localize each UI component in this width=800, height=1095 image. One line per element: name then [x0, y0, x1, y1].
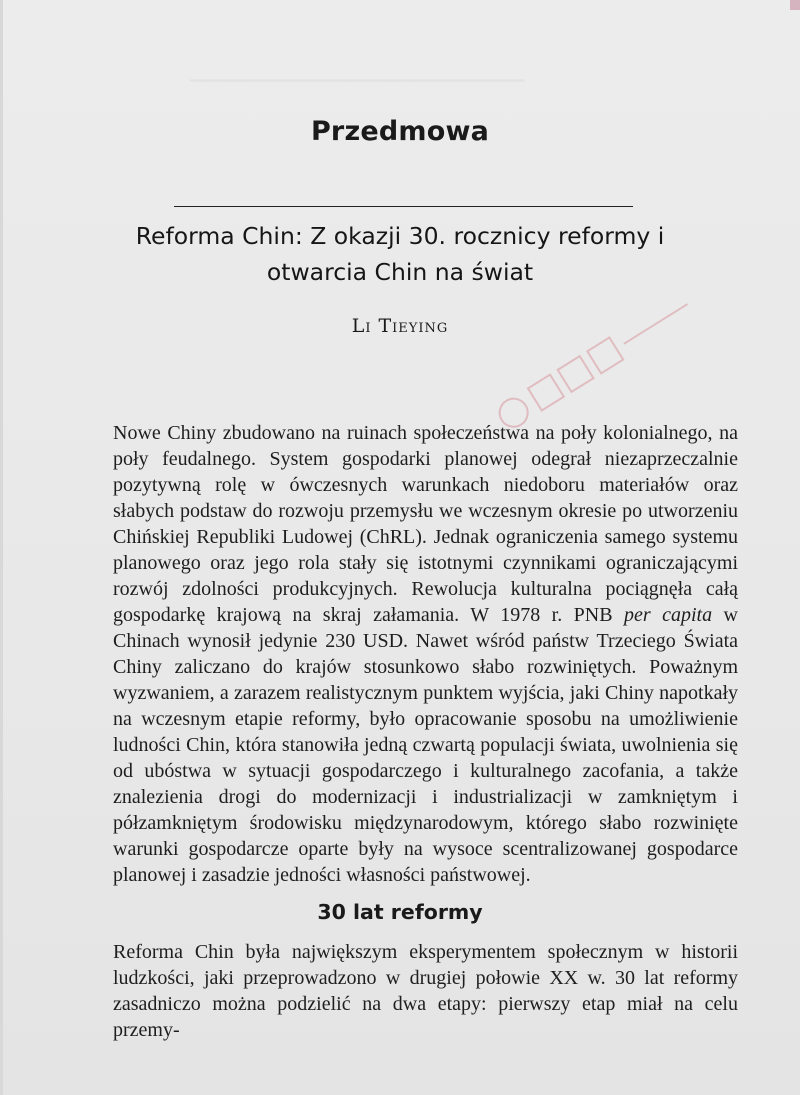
title-divider: [174, 206, 633, 207]
intro-text-italic: per capita: [624, 604, 713, 626]
page-edge: [0, 0, 3, 1095]
corner-mark: [790, 0, 800, 10]
author-name: Li Tieying: [351, 315, 449, 337]
chapter-subtitle: Reforma Chin: Z okazji 30. rocznicy reformy i otwarcia Chin na świat: [135, 222, 665, 286]
intro-paragraph: [113, 420, 738, 888]
bleed-through-text: [190, 62, 525, 86]
intro-text-part-1: Nowe Chiny zbudowano na ruinach społeczeństwa na poły kolonialnego, na poły feudalnego. System gospodarki planowej odegrał niezaprzeczalnie pozytywną rolę w ówczesnych warunkach niedoboru materiałów oraz słabych podstaw do rozwoju przemysłu we wczesnym okresie po utworzeniu Chińskiej Republiki Ludowej (ChRL). Jednak ograniczenia samego systemu planowego oraz jego rola stały się istotnymi czynnikami ograniczającymi rozwój zdolności produkcyjnych. Rewolucja kulturalna pociągnęła całą gospodarkę krajową na skraj załamania. W 1978 r. PNB: [113, 422, 738, 626]
section-heading: 30 lat reformy: [317, 900, 483, 924]
page-title: Przedmowa: [310, 116, 490, 147]
section-paragraph: Reforma Chin była największym eksperymentem społecznym w historii ludzkości, jaki przeprowadzono w drugiej połowie XX w. 30 lat reformy zasadniczo można podzielić na dwa etapy: pierwszy etap miał na celu przemy-: [113, 941, 738, 1041]
intro-text-part-2: w Chinach wynosił jedynie 230 USD. Nawet wśród państw Trzeciego Świata Chiny zaliczano do krajów stosunkowo słabo rozwiniętych. Poważnym wyzwaniem, a zarazem realistycznym punktem wyjścia, jaki Chiny napotkały na wczesnym etapie reformy, było opracowanie sposobu na umożliwienie ludności Chin, która stanowiła jedną czwartą populacji świata, uwolnienia się od ubóstwa w sytuacji gospodarczego i kulturalnego zacofania, a także znalezienia drogi do modernizacji i industrializacji w zamkniętym i półzamkniętym środowisku międzynarodowym, którego słabo rozwinięte warunki gospodarcze oparte były na wysoce scentralizowanej gospodarce planowej i zasadzie jedności własności państwowej.: [113, 604, 738, 886]
